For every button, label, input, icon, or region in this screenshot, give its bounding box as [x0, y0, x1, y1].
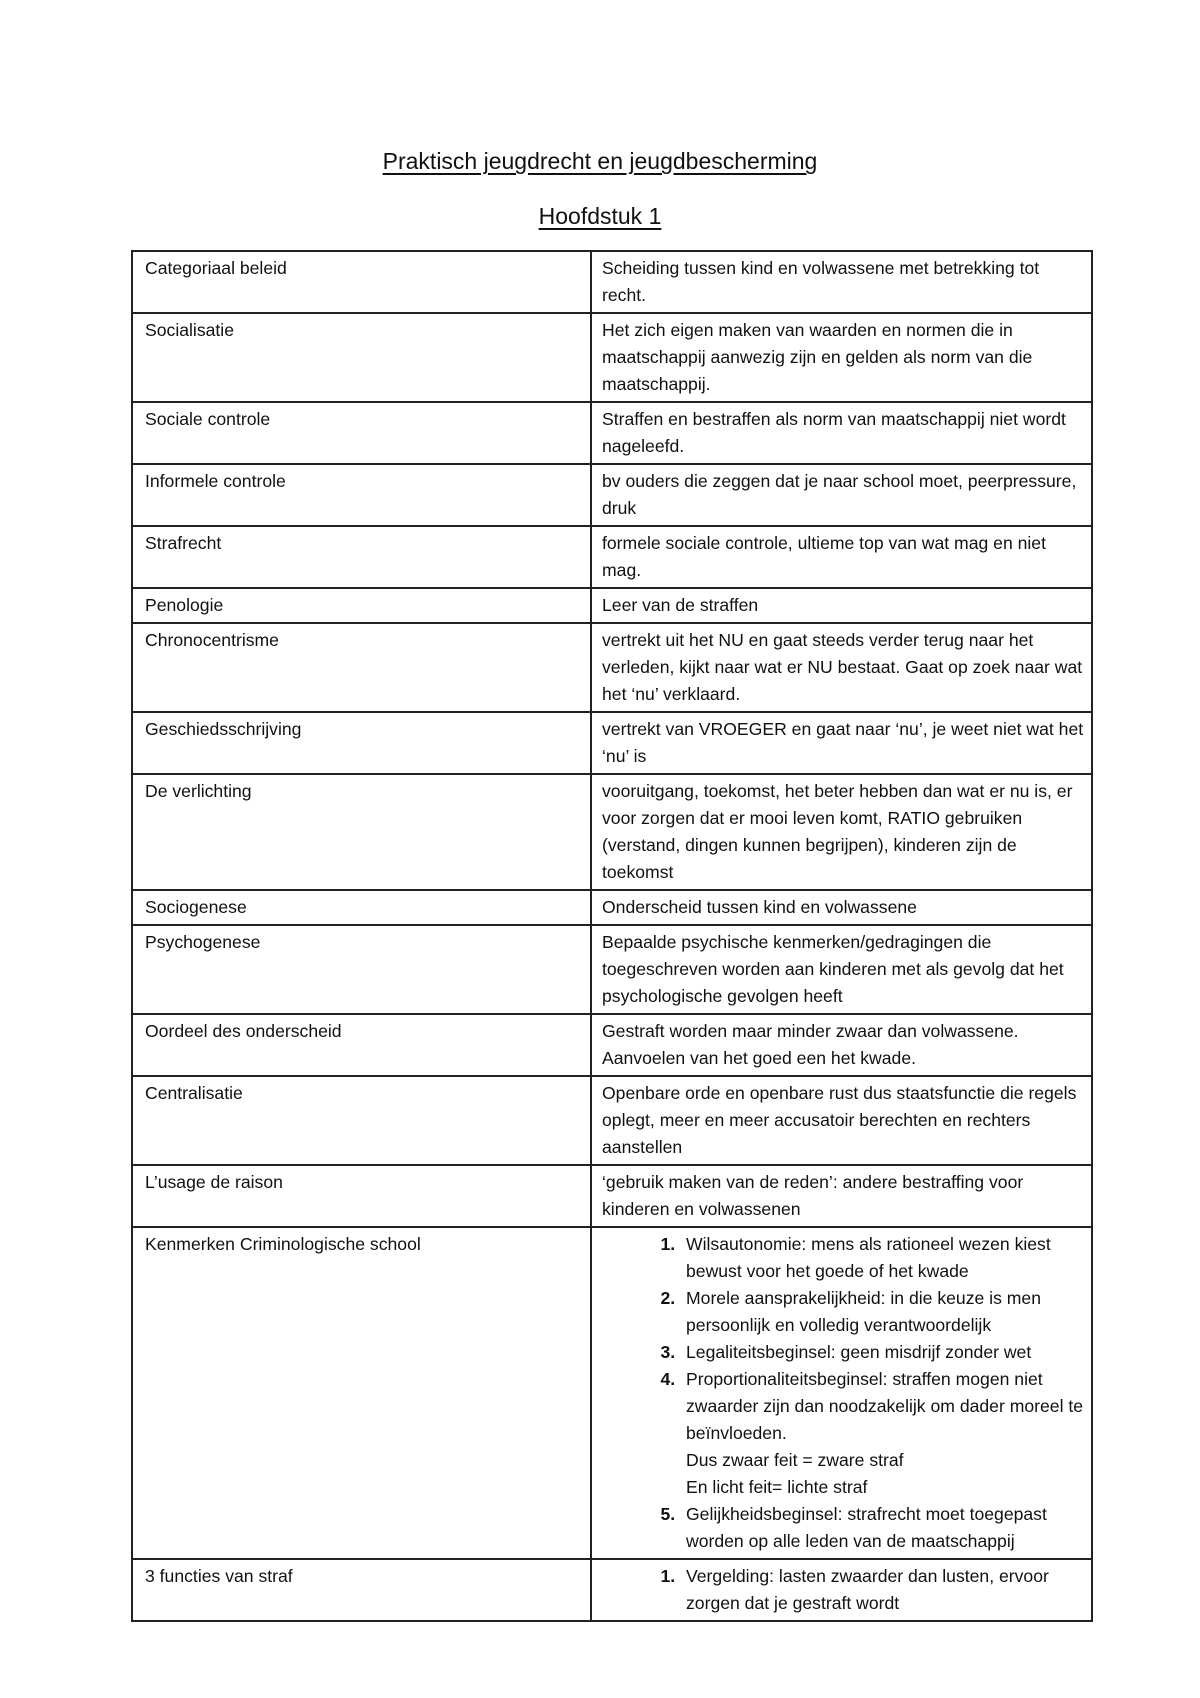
term-cell: Geschiedsschrijving	[132, 712, 591, 774]
term-cell: Oordeel des onderscheid	[132, 1014, 591, 1076]
table-row	[132, 402, 1092, 464]
term-cell: Penologie	[132, 588, 591, 623]
table-row	[132, 1165, 1092, 1227]
definition-cell: Straffen en bestraffen als norm van maatschappij niet wordt nageleefd.	[591, 402, 1092, 464]
term-cell: Strafrecht	[132, 526, 591, 588]
list-item	[680, 1231, 1085, 1285]
definition-cell: formele sociale controle, ultieme top van wat mag en niet mag.	[591, 526, 1092, 588]
criminology-list	[602, 1231, 1085, 1555]
definition-cell: Gestraft worden maar minder zwaar dan volwassene. Aanvoelen van het goed een het kwade.	[591, 1014, 1092, 1076]
table-row	[132, 1076, 1092, 1165]
definition-cell: bv ouders die zeggen dat je naar school moet, peerpressure, druk	[591, 464, 1092, 526]
table-row	[132, 623, 1092, 712]
list-item-subline: En licht feit= lichte straf	[686, 1477, 868, 1497]
term-cell: Categoriaal beleid	[132, 251, 591, 313]
list-item-text: Vergelding: lasten zwaarder dan lusten, ervoor zorgen dat je gestraft wordt	[686, 1566, 1049, 1613]
term-cell: Centralisatie	[132, 1076, 591, 1165]
list-item	[680, 1563, 1085, 1617]
definition-cell: Openbare orde en openbare rust dus staatsfunctie die regels oplegt, meer en meer accusatoir berechten en rechters aanstellen	[591, 1076, 1092, 1165]
term-cell: Psychogenese	[132, 925, 591, 1014]
table-row	[132, 313, 1092, 402]
definition-cell: vooruitgang, toekomst, het beter hebben dan wat er nu is, er voor zorgen dat er mooi leven komt, RATIO gebruiken (verstand, dingen kunnen begrijpen), kinderen zijn de toekomst	[591, 774, 1092, 890]
functions-list	[602, 1563, 1085, 1617]
definition-cell	[591, 1227, 1092, 1559]
table-row	[132, 774, 1092, 890]
table-row-criminology	[132, 1227, 1092, 1559]
list-item	[680, 1339, 1085, 1366]
definition-cell	[591, 1559, 1092, 1621]
term-cell: Socialisatie	[132, 313, 591, 402]
document-title: Praktisch jeugdrecht en jeugdbescherming	[382, 148, 818, 174]
term-cell: L’usage de raison	[132, 1165, 591, 1227]
table-row	[132, 251, 1092, 313]
definition-cell: vertrekt van VROEGER en gaat naar ‘nu’, je weet niet wat het ‘nu’ is	[591, 712, 1092, 774]
definition-cell: Bepaalde psychische kenmerken/gedragingen die toegeschreven worden aan kinderen met als gevolg dat het psychologische gevolgen heeft	[591, 925, 1092, 1014]
glossary-table	[131, 250, 1093, 1622]
term-cell: Kenmerken Criminologische school	[132, 1227, 591, 1559]
table-row	[132, 712, 1092, 774]
term-cell: Chronocentrisme	[132, 623, 591, 712]
term-cell: Informele controle	[132, 464, 591, 526]
definition-cell: Scheiding tussen kind en volwassene met betrekking tot recht.	[591, 251, 1092, 313]
list-item	[680, 1285, 1085, 1339]
definition-cell: Het zich eigen maken van waarden en normen die in maatschappij aanwezig zijn en gelden als norm van die maatschappij.	[591, 313, 1092, 402]
chapter-heading: Hoofdstuk 1	[538, 203, 662, 229]
list-item	[680, 1501, 1085, 1555]
table-row	[132, 526, 1092, 588]
term-cell: Sociale controle	[132, 402, 591, 464]
table-row	[132, 890, 1092, 925]
list-item-text: Gelijkheidsbeginsel: strafrecht moet toegepast worden op alle leden van de maatschappij	[686, 1504, 1047, 1551]
list-item-subline: Dus zwaar feit = zware straf	[686, 1450, 904, 1470]
definition-cell: ‘gebruik maken van de reden’: andere bestraffing voor kinderen en volwassenen	[591, 1165, 1092, 1227]
list-item-text: Wilsautonomie: mens als rationeel wezen kiest bewust voor het goede of het kwade	[686, 1234, 1051, 1281]
term-cell: Sociogenese	[132, 890, 591, 925]
definition-cell: Leer van de straffen	[591, 588, 1092, 623]
table-row	[132, 588, 1092, 623]
definition-cell: Onderscheid tussen kind en volwassene	[591, 890, 1092, 925]
table-row	[132, 1014, 1092, 1076]
list-item-text: Proportionaliteitsbeginsel: straffen mogen niet zwaarder zijn dan noodzakelijk om dader moreel te beïnvloeden.	[686, 1369, 1084, 1443]
list-item-text: Legaliteitsbeginsel: geen misdrijf zonder wet	[686, 1342, 1032, 1362]
table-row	[132, 925, 1092, 1014]
list-item	[680, 1366, 1085, 1501]
term-cell: 3 functies van straf	[132, 1559, 591, 1621]
list-item-text: Morele aansprakelijkheid: in die keuze is men persoonlijk en volledig verantwoordelijk	[686, 1288, 1041, 1335]
term-cell: De verlichting	[132, 774, 591, 890]
table-row	[132, 464, 1092, 526]
table-row-functions	[132, 1559, 1092, 1621]
definition-cell: vertrekt uit het NU en gaat steeds verder terug naar het verleden, kijkt naar wat er NU bestaat. Gaat op zoek naar wat het ‘nu’ verklaard.	[591, 623, 1092, 712]
